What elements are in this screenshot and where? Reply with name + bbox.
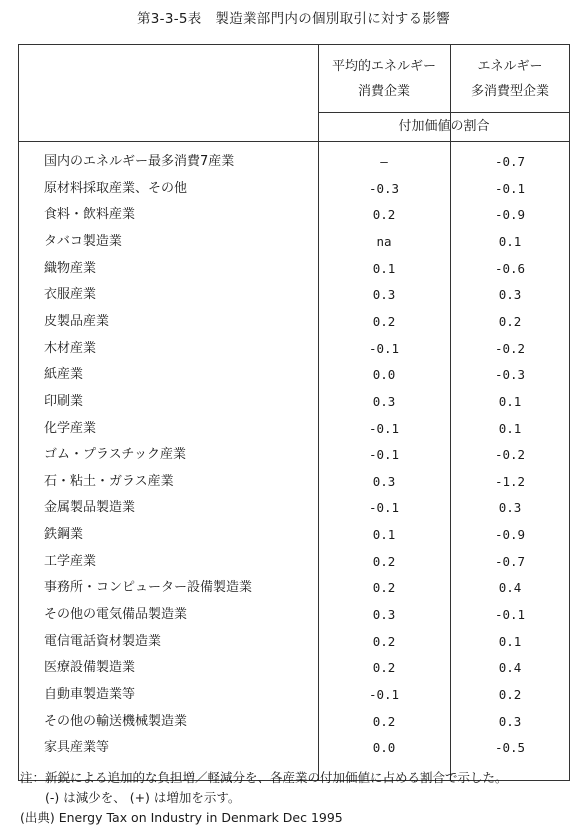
row-value-intensive: 0.3 xyxy=(498,287,522,303)
row-value-intensive: -0.9 xyxy=(494,207,526,223)
row-value-intensive: -0.9 xyxy=(494,527,526,543)
row-value-intensive: -0.1 xyxy=(494,607,526,623)
table-row xyxy=(18,176,570,203)
row-value-intensive: -0.5 xyxy=(494,740,526,756)
row-label: 印刷業 xyxy=(44,393,84,409)
row-value-intensive: -0.2 xyxy=(494,447,526,463)
row-value-average: -0.3 xyxy=(368,180,400,196)
table-row xyxy=(18,575,570,602)
row-value-intensive: 0.1 xyxy=(498,393,522,409)
table-row xyxy=(18,149,570,176)
row-value-average: 0.1 xyxy=(372,527,396,543)
table-row xyxy=(18,682,570,709)
table-row xyxy=(18,602,570,629)
table-row xyxy=(18,655,570,682)
row-value-average: 0.1 xyxy=(372,260,396,276)
row-value-intensive: -0.1 xyxy=(494,180,526,196)
row-value-average: 0.2 xyxy=(372,207,396,223)
row-value-average: -0.1 xyxy=(368,447,400,463)
row-value-average: 0.2 xyxy=(372,313,396,329)
row-value-average: 0.2 xyxy=(372,660,396,676)
row-label: 医療設備製造業 xyxy=(44,660,136,676)
row-value-intensive: 0.3 xyxy=(498,500,522,516)
table-row xyxy=(18,202,570,229)
footnote-line2: (-) は減少を、 (+) は増加を示す。 xyxy=(20,790,241,805)
row-value-average: na xyxy=(376,233,392,249)
row-label: 国内のエネルギー最多消費7産業 xyxy=(44,154,235,169)
col-header-average-line2: 消費企業 xyxy=(357,84,410,99)
row-label: 木材産業 xyxy=(44,340,97,356)
row-value-intensive: 0.2 xyxy=(498,313,522,329)
row-value-average: 0.2 xyxy=(372,713,396,729)
row-value-average: 0.0 xyxy=(372,740,396,756)
col-header-intensive-line1: エネルギー xyxy=(477,59,543,74)
row-value-average: -0.1 xyxy=(368,500,400,516)
row-label: 電信電話資材製造業 xyxy=(44,633,162,649)
row-value-average: 0.2 xyxy=(372,580,396,596)
row-label: 金属製品製造業 xyxy=(44,500,136,516)
row-label: その他の電気備品製造業 xyxy=(44,607,188,623)
row-value-intensive: -0.3 xyxy=(494,367,526,383)
row-value-intensive: -1.2 xyxy=(494,473,526,489)
row-label: ゴム・プラスチック産業 xyxy=(44,447,186,463)
row-label: 工学産業 xyxy=(44,553,97,569)
table-row xyxy=(18,469,570,496)
row-label: 化学産業 xyxy=(44,420,97,436)
row-value-average: 0.3 xyxy=(372,393,396,409)
row-label: 事務所・コンピューター設備製造業 xyxy=(44,580,253,596)
table-row xyxy=(18,282,570,309)
col-header-intensive-line2: 多消費型企業 xyxy=(470,84,549,99)
row-label: 石・粘土・ガラス産業 xyxy=(44,473,174,489)
table-row xyxy=(18,389,570,416)
row-label: タバコ製造業 xyxy=(44,233,122,249)
row-label: 紙産業 xyxy=(44,367,84,383)
row-value-average: 0.3 xyxy=(372,287,396,303)
row-label: 皮製品産業 xyxy=(44,313,110,329)
table-row xyxy=(18,522,570,549)
table-row xyxy=(18,256,570,283)
row-label: 自動車製造業等 xyxy=(44,687,136,702)
source-note: (出典) Energy Tax on Industry in Denmark Dec 1995 xyxy=(20,810,343,825)
row-value-average: -0.1 xyxy=(368,687,400,702)
table-row xyxy=(18,549,570,576)
row-value-average: -0.1 xyxy=(368,340,400,356)
table-row xyxy=(18,336,570,363)
subheader-value-added: 付加価値の割合 xyxy=(398,119,490,134)
row-value-intensive: -0.7 xyxy=(494,553,526,569)
col-header-average-line1: 平均的エネルギー xyxy=(331,59,436,74)
row-value-average: 0.3 xyxy=(372,473,396,489)
row-label: 織物産業 xyxy=(44,260,97,276)
row-value-intensive: -0.7 xyxy=(494,154,526,169)
row-label: 食料・飲料産業 xyxy=(44,207,136,223)
header-divider-top xyxy=(318,112,570,113)
row-value-average: 0.2 xyxy=(372,633,396,649)
table-title: 第3-3-5表 製造業部門内の個別取引に対する影響 xyxy=(136,11,450,27)
row-value-intensive: -0.2 xyxy=(494,340,526,356)
table-row xyxy=(18,442,570,469)
row-value-intensive: 0.3 xyxy=(498,713,522,729)
table-row xyxy=(18,229,570,256)
table-row xyxy=(18,629,570,656)
row-value-intensive: 0.4 xyxy=(498,580,522,596)
table-row xyxy=(18,709,570,736)
row-value-average: 0.3 xyxy=(372,607,396,623)
row-value-intensive: 0.2 xyxy=(498,687,522,702)
table-row xyxy=(18,735,570,762)
table-row xyxy=(18,495,570,522)
row-label: その他の輸送機械製造業 xyxy=(44,713,188,729)
header-divider-bottom xyxy=(18,141,570,142)
row-value-average: 0.0 xyxy=(372,367,396,383)
row-value-intensive: 0.1 xyxy=(498,233,522,249)
row-label: 家具産業等 xyxy=(44,740,110,756)
table-row xyxy=(18,362,570,389)
row-value-average: — xyxy=(380,154,388,169)
col-header-intensive xyxy=(450,54,570,104)
row-value-intensive: 0.1 xyxy=(498,420,522,436)
col-header-average xyxy=(318,54,450,104)
row-value-intensive: 0.1 xyxy=(498,633,522,649)
row-value-intensive: -0.6 xyxy=(494,260,526,276)
footnote-line1: 注：新鋭による追加的な負担増／軽減分を、各産業の付加価値に占める割合で示した。 xyxy=(20,770,508,785)
row-value-average: 0.2 xyxy=(372,553,396,569)
table-row xyxy=(18,416,570,443)
row-label: 原材料採取産業、その他 xyxy=(44,180,188,196)
table-row xyxy=(18,309,570,336)
row-value-intensive: 0.4 xyxy=(498,660,522,676)
row-label: 鉄鋼業 xyxy=(44,527,84,543)
row-value-average: -0.1 xyxy=(368,420,400,436)
row-label: 衣服産業 xyxy=(44,287,97,303)
